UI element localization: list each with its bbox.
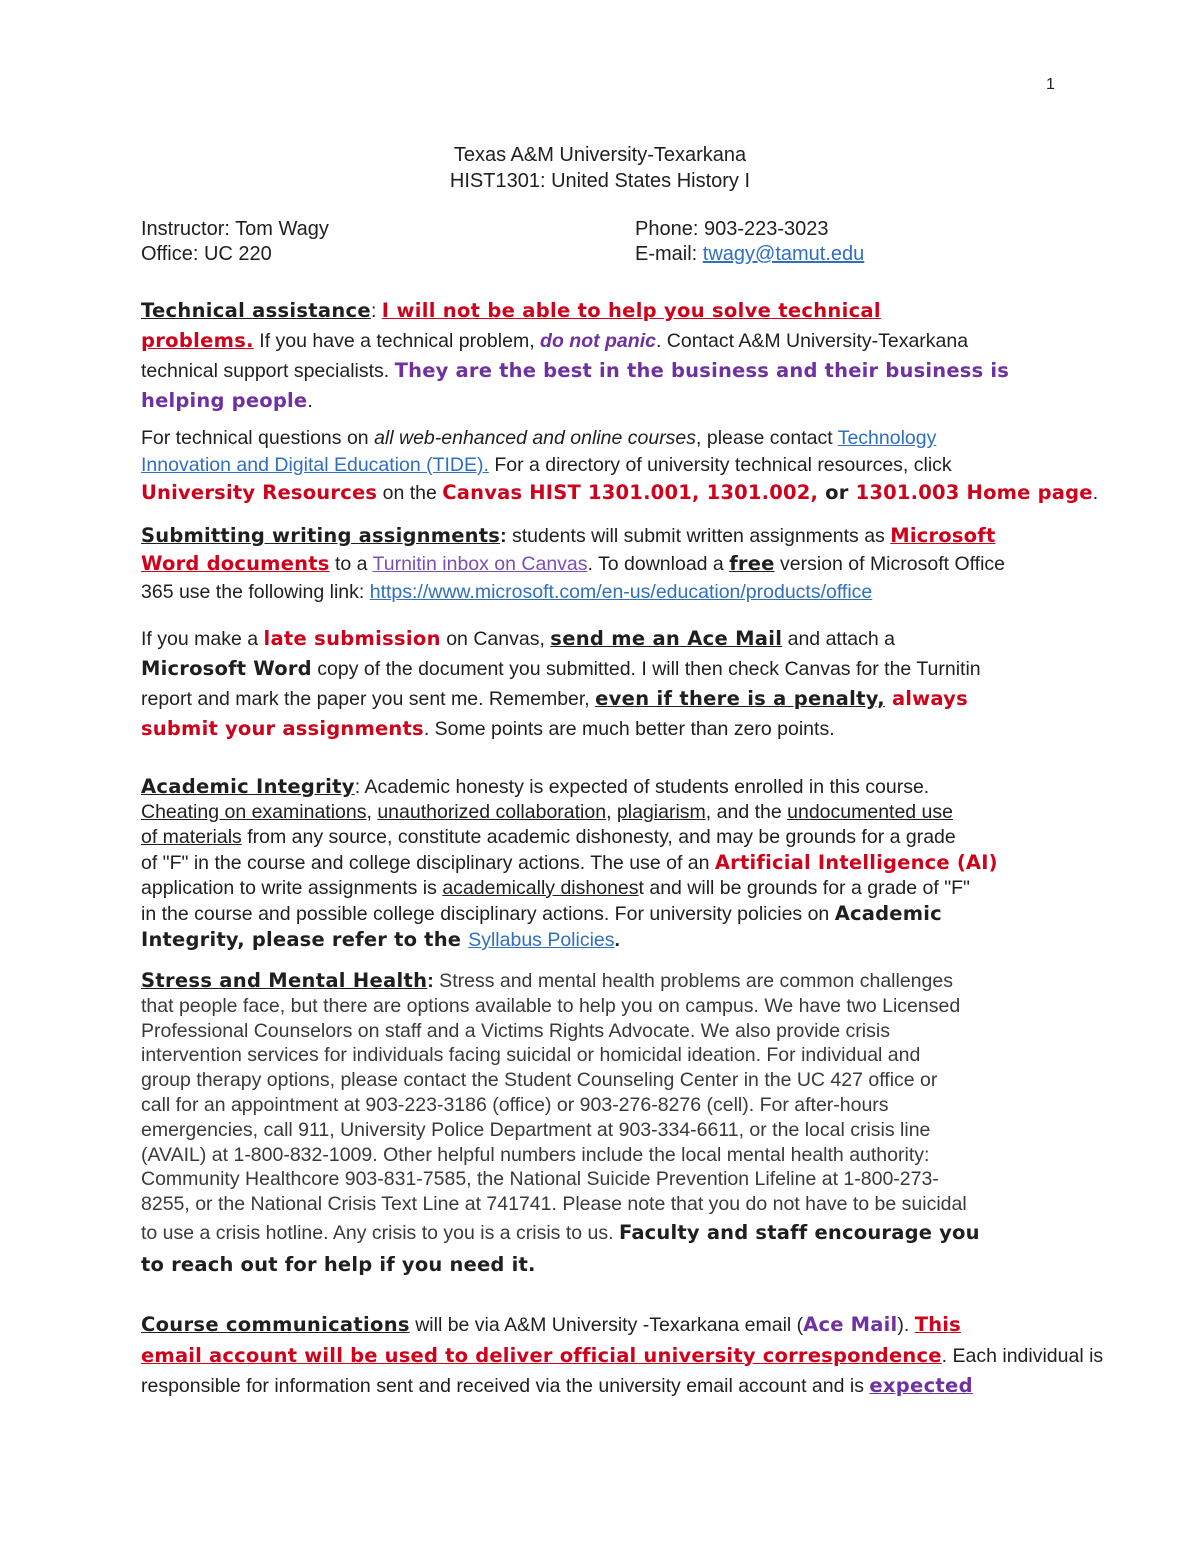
instructor: Instructor: Tom Wagy [141, 218, 329, 240]
official-email-cont: email account will be used to deliver official university correspondence [141, 1343, 942, 1367]
text: Community Healthcore 903-831-7585, the National Suicide Prevention Lifeline at 1-800-273- [141, 1168, 939, 1191]
text: Professional Counselors on staff and a Victims Rights Advocate. We also provide crisis [141, 1019, 890, 1042]
send-ace-mail: send me an Ace Mail [550, 627, 783, 650]
artificial-intelligence: Artificial Intelligence (AI) [714, 851, 998, 874]
text: call for an appointment at 903-223-3186 (office) or 903-276-8276 (cell). For after-hours [141, 1093, 889, 1116]
text: . Each individual is [941, 1344, 1104, 1367]
ace-mail: Ace Mail [803, 1313, 898, 1336]
text: 365 use the following link: [141, 581, 370, 603]
tide-link[interactable]: Technology [837, 427, 937, 449]
text: , [366, 801, 378, 823]
colon: : [500, 525, 507, 547]
text: that people face, but there are options available to help you on campus. We have two Licensed [141, 994, 961, 1017]
academic-integrity-section [141, 774, 1066, 953]
technical-heading: Technical assistance [141, 299, 371, 322]
text: . To download a [587, 553, 730, 575]
communications-heading: Course communications [141, 1313, 410, 1336]
text: (AVAIL) at 1-800-832-1009. Other helpful numbers include the local mental health authority: [141, 1143, 930, 1166]
cheating: Cheating on examinations [141, 801, 367, 823]
no-help-warning: I will not be able to help you solve technical [381, 299, 881, 322]
faculty-encourage: Faculty and staff encourage you [618, 1220, 980, 1244]
text: . [614, 929, 620, 951]
late-submission: late submission [263, 627, 441, 650]
text: to use a crisis hotline. Any crisis to you is a crisis to us. [141, 1221, 619, 1244]
stress-mental-health-section [141, 969, 1066, 1281]
ms-word-docs: Microsoft [890, 524, 996, 547]
unauthorized-collab: unauthorized collaboration [377, 801, 607, 823]
text: to a [329, 553, 373, 575]
office: Office: UC 220 [141, 243, 272, 265]
official-email: This [914, 1313, 961, 1336]
text: on the [377, 482, 443, 504]
even-penalty: even if there is a penalty, [595, 687, 885, 710]
text: group therapy options, please contact the Student Counseling Center in the UC 427 office or [141, 1069, 938, 1092]
text: 8255, or the National Crisis Text Line at 741741. Please note that you do not have to be suicidal [141, 1193, 967, 1216]
text: responsible for information sent and received via the university email account and is [141, 1375, 870, 1397]
text: of "F" in the course and college disciplinary actions. The use of an [141, 852, 715, 874]
page-number: 1 [1046, 76, 1055, 93]
tide-link-cont[interactable]: Innovation and Digital Education (TIDE). [141, 454, 489, 476]
submitting-heading: Submitting writing assignments [141, 524, 501, 547]
text: version of Microsoft Office [774, 553, 1006, 575]
or: or [818, 481, 856, 504]
text: technical support specialists. [141, 360, 395, 382]
text: copy of the document you submitted. I will then check Canvas for the Turnitin [311, 658, 981, 680]
text: on Canvas, [440, 628, 551, 650]
canvas-home-page-2: 1301.003 Home page [855, 481, 1093, 504]
text: and attach a [782, 628, 895, 650]
text: will be via A&M University -Texarkana email ( [409, 1314, 804, 1336]
email-label: E-mail: [635, 243, 703, 265]
syllabus-policies-link[interactable]: Syllabus Policies [468, 929, 615, 951]
ms-word: Microsoft Word [141, 657, 312, 680]
course-title: HIST1301: United States History I [449, 170, 751, 192]
turnitin-link[interactable]: Turnitin inbox on Canvas [372, 553, 588, 575]
academic-bold: Academic [834, 902, 942, 925]
text: Stress and mental health problems are common challenges [433, 970, 953, 992]
contact-row-1 [141, 216, 1061, 242]
integrity-heading: Academic Integrity [141, 775, 355, 798]
university-name: Texas A&M University-Texarkana [453, 144, 747, 166]
stress-heading: Stress and Mental Health [141, 969, 428, 992]
plagiarism: plagiarism [616, 801, 706, 823]
all-web-courses: all web-enhanced and online courses [374, 427, 697, 449]
ms-word-docs-cont: Word documents [141, 552, 330, 575]
colon: : [427, 970, 434, 992]
text: t and will be grounds for a grade of "F" [638, 877, 970, 899]
document-title [0, 142, 1200, 194]
microsoft-office-link[interactable]: https://www.microsoft.com/en-us/education/products/office [369, 581, 873, 603]
text: : Academic honesty is expected of students enrolled in this course. [354, 776, 930, 798]
contact-row-2 [141, 241, 1061, 267]
text: ). [897, 1314, 915, 1336]
text: intervention services for individuals facing suicidal or homicidal ideation. For individual and [141, 1044, 921, 1067]
text: . [1092, 482, 1099, 504]
text: emergencies, call 911, University Police Department at 903-334-6611, or the local crisis line [141, 1118, 931, 1141]
undocumented-use-cont: of materials [141, 826, 242, 848]
text: , and the [705, 801, 788, 823]
text: . Contact A&M University-Texarkana [655, 330, 969, 352]
text: application to write assignments is [141, 877, 443, 899]
colon: : [370, 300, 382, 322]
canvas-home-page: Canvas HIST 1301.001, 1301.002, [442, 481, 819, 504]
text: , [606, 801, 617, 823]
email-line [635, 241, 864, 267]
no-help-warning-end: problems. [141, 329, 254, 352]
text: in the course and possible college disciplinary actions. For university policies on [141, 903, 835, 925]
text: from any source, constitute academic dishonesty, and may be grounds for a grade [241, 826, 956, 848]
expected: expected [869, 1374, 973, 1397]
undocumented-use: undocumented use [787, 801, 953, 823]
text: . [307, 390, 313, 412]
text: For technical questions on [141, 427, 375, 449]
integrity-refer: Integrity, please refer to the [141, 928, 469, 951]
always: always [884, 687, 968, 710]
submitting-section [141, 522, 1066, 606]
text: If you have a technical problem, [253, 330, 541, 352]
tide-paragraph [141, 425, 1099, 507]
do-not-panic: do not panic [540, 330, 656, 352]
text: report and mark the paper you sent me. Remember, [141, 688, 596, 710]
text: If you make a [141, 628, 264, 650]
academically-dishonest: academically dishones [442, 877, 639, 899]
text: , please contact [696, 427, 838, 449]
helping-people: helping people [141, 389, 308, 412]
university-resources: University Resources [141, 481, 378, 504]
submit-assignments: submit your assignments [141, 717, 424, 740]
best-in-business: They are the best in the business and their business is [394, 359, 1010, 382]
text: For a directory of university technical resources, click [488, 454, 952, 476]
technical-assistance-section [141, 296, 1066, 416]
text: . Some points are much better than zero points. [423, 718, 835, 740]
late-submission-paragraph [141, 624, 1066, 744]
phone: Phone: 903-223-3023 [635, 218, 829, 240]
email-link[interactable]: twagy@tamut.edu [702, 243, 865, 265]
text: students will submit written assignments as [506, 525, 891, 547]
course-communications-section [141, 1310, 1104, 1402]
free: free [729, 552, 775, 575]
reach-out: to reach out for help if you need it. [141, 1252, 536, 1276]
